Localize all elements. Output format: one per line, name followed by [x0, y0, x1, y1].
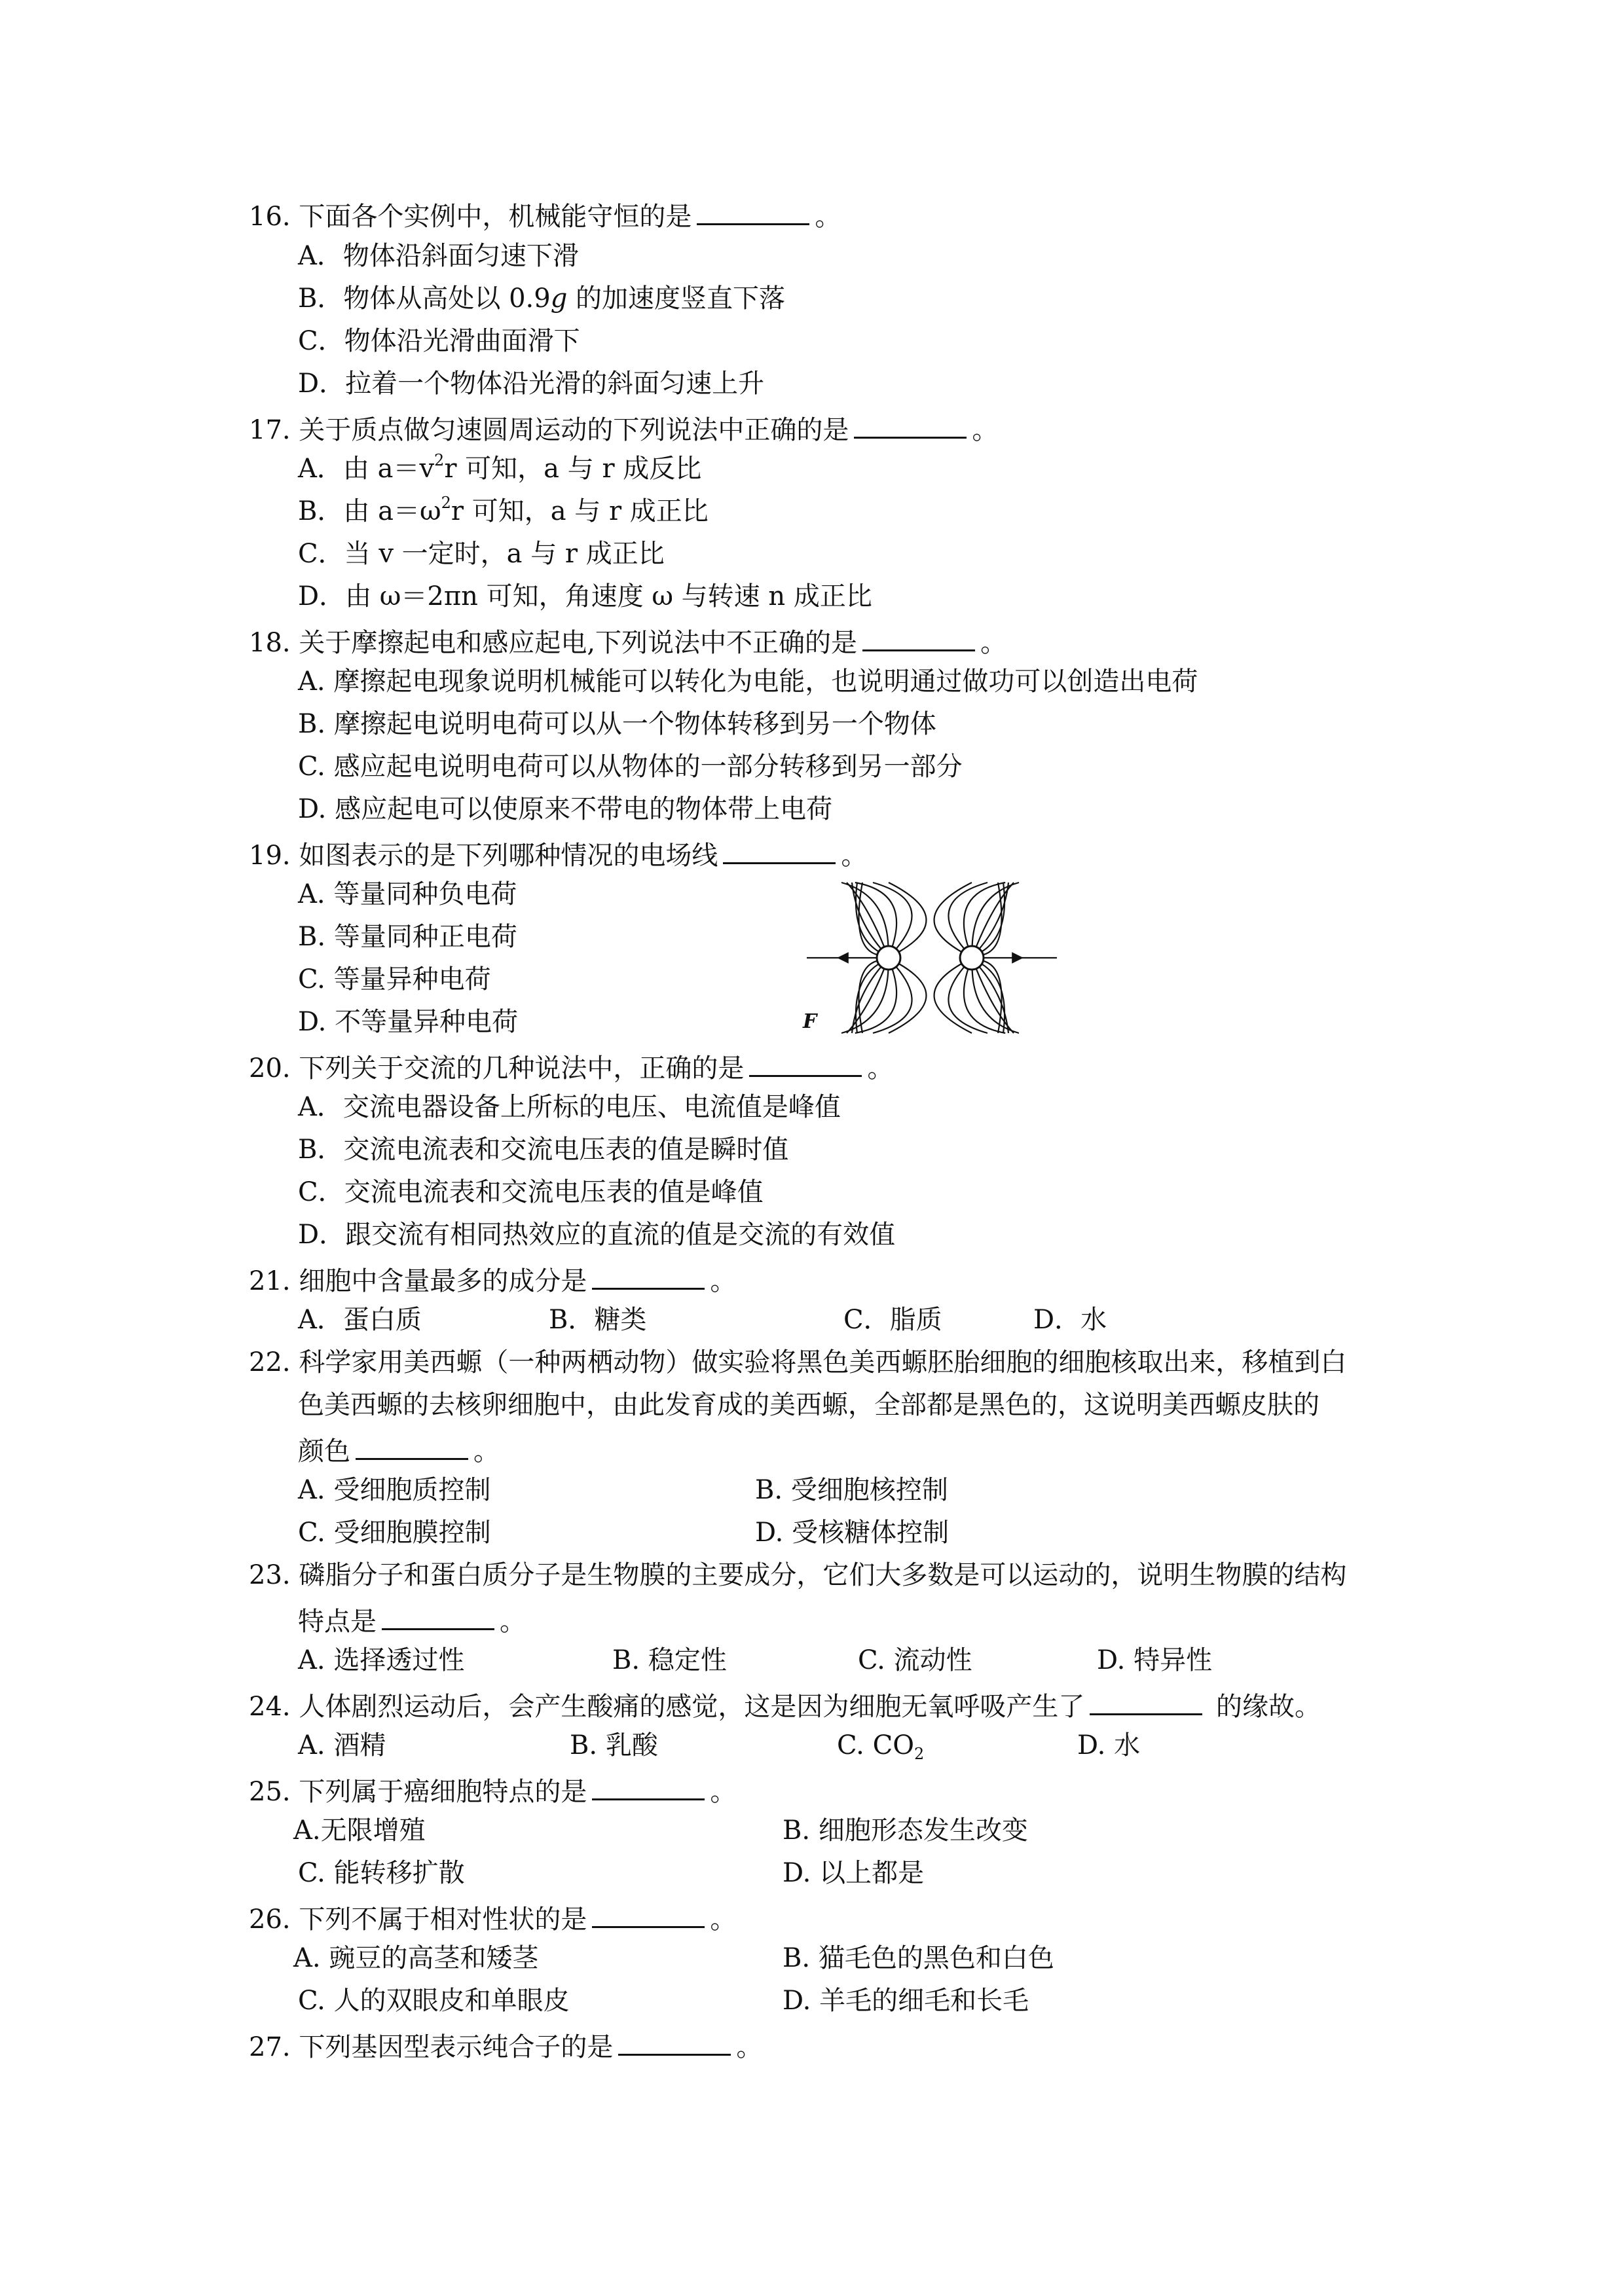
question-stem-cont: 颜色 。	[298, 1429, 500, 1466]
option-d: D. 特异性	[1097, 1645, 1213, 1675]
option-b: B. 乳酸	[570, 1730, 658, 1760]
question-17: 17. 关于质点做匀速圆周运动的下列说法中正确的是 。	[249, 408, 998, 445]
answer-blank[interactable]	[592, 1897, 705, 1928]
field-line	[976, 969, 1014, 1033]
question-27: 27. 下列基因型表示纯合子的是 。	[249, 2025, 762, 2062]
question-number: 25.	[249, 1777, 291, 1807]
option-d: D. 感应起电可以使原来不带电的物体带上电荷	[298, 794, 833, 824]
question-number: 19.	[249, 841, 291, 871]
option-a: A. 摩擦起电现象说明机械能可以转化为电能，也说明通过做功可以创造出电荷	[298, 666, 1198, 697]
option-a: A．物体沿斜面匀速下滑	[298, 241, 579, 271]
answer-blank[interactable]	[723, 833, 836, 864]
option-c: C. 等量异种电荷	[298, 964, 491, 994]
option-c: C．物体沿光滑曲面滑下	[298, 326, 580, 356]
question-stem: 下列不属于相对性状的是	[299, 1904, 587, 1935]
option-a: A．由 $a=v^2r$ 可知，a 与 r 成反比	[298, 451, 702, 484]
question-20: 20. 下列关于交流的几种说法中，正确的是 。	[249, 1046, 893, 1083]
option-a: A. 酒精	[298, 1730, 386, 1760]
question-stem: 科学家用美西螈（一种两栖动物）做实验将黑色美西螈胚胎细胞的细胞核取出来，移植到白	[299, 1347, 1347, 1377]
option-a: A．交流电器设备上所标的电压、电流值是峰值	[298, 1092, 841, 1122]
option-c: C. 人的双眼皮和单眼皮	[298, 1986, 570, 2016]
field-lines	[807, 883, 1057, 1033]
option-a: A.无限增殖	[293, 1815, 426, 1846]
question-number: 18.	[249, 628, 291, 658]
option-d: D．由 ω＝2πn 可知，角速度 ω 与转速 n 成正比	[298, 581, 872, 611]
question-number: 22.	[249, 1347, 291, 1377]
answer-blank[interactable]	[862, 621, 975, 651]
option-d: D．拉着一个物体沿光滑的斜面匀速上升	[298, 369, 765, 399]
option-b: B．交流电流表和交流电压表的值是瞬时值	[298, 1135, 789, 1165]
option-b: B．糖类	[549, 1305, 647, 1335]
question-stem: 人体剧烈运动后，会产生酸痛的感觉，这是因为细胞无氧呼吸产生了	[299, 1692, 1085, 1722]
option-a: A. 豌豆的高茎和矮茎	[293, 1943, 539, 1973]
answer-blank[interactable]	[854, 408, 967, 439]
question-number: 16.	[249, 202, 291, 232]
question-16: 16. 下面各个实例中，机械能守恒的是 。	[249, 194, 841, 231]
answer-blank[interactable]	[592, 1770, 705, 1800]
charge-right-icon	[960, 946, 984, 970]
option-a: A. 选择透过性	[298, 1645, 465, 1675]
option-c: C. 感应起电说明电荷可以从物体的一部分转移到另一部分	[298, 752, 963, 782]
question-26: 26. 下列不属于相对性状的是 。	[249, 1897, 736, 1934]
question-stem: 关于摩擦起电和感应起电,下列说法中不正确的是	[299, 628, 858, 658]
question-stem: 关于质点做匀速圆周运动的下列说法中正确的是	[299, 415, 849, 445]
question-stem: 细胞中含量最多的成分是	[299, 1266, 587, 1296]
option-b: B. 摩擦起电说明电荷可以从一个物体转移到另一个物体	[298, 709, 936, 739]
option-d: D. 受核糖体控制	[755, 1518, 950, 1548]
question-25: 25. 下列属于癌细胞特点的是 。	[249, 1770, 736, 1806]
charge-left-icon	[877, 946, 900, 970]
question-number: 23.	[249, 1560, 291, 1590]
option-c: C. 能转移扩散	[298, 1858, 465, 1888]
question-stem-cont: 特点是 。	[298, 1599, 526, 1636]
field-line	[847, 883, 884, 947]
option-a: A．蛋白质	[298, 1305, 422, 1335]
option-b: B．物体从高处以 0.9g 的加速度竖直下落	[298, 283, 786, 314]
option-a: A. 等量同种负电荷	[298, 879, 517, 909]
option-d: D. 羊毛的细毛和长毛	[783, 1986, 1029, 2016]
answer-blank[interactable]	[697, 194, 809, 225]
answer-blank[interactable]	[382, 1599, 494, 1630]
question-19: 19. 如图表示的是下列哪种情况的电场线 。	[249, 833, 867, 870]
electric-field-lines-figure	[800, 874, 1062, 1034]
question-stem: 磷脂分子和蛋白质分子是生物膜的主要成分，它们大多数是可以运动的，说明生物膜的结构	[299, 1560, 1347, 1590]
question-number: 17.	[249, 415, 291, 445]
question-number: 27.	[249, 2032, 291, 2062]
option-c: C. 流动性	[858, 1645, 972, 1675]
option-b: B. 等量同种正电荷	[298, 922, 517, 952]
question-22	[249, 1344, 1346, 1381]
question-stem: 如图表示的是下列哪种情况的电场线	[299, 841, 718, 871]
question-24: 24. 人体剧烈运动后，会产生酸痛的感觉，这是因为细胞无氧呼吸产生了 的缘故。	[249, 1685, 1321, 1721]
question-21: 21. 细胞中含量最多的成分是 。	[249, 1259, 736, 1296]
option-a: A. 受细胞质控制	[298, 1475, 491, 1505]
option-b: B．由 $a=\omega^2r$ 可知，a 与 r 成正比	[298, 494, 709, 526]
option-c: C. 受细胞膜控制	[298, 1518, 491, 1548]
field-line	[847, 969, 884, 1033]
option-c: C．交流电流表和交流电压表的值是峰值	[298, 1177, 764, 1207]
option-d: D. 以上都是	[783, 1858, 925, 1888]
question-stem-cont: 色美西螈的去核卵细胞中，由此发育成的美西螈，全部都是黑色的，这说明美西螈皮肤的	[298, 1390, 1320, 1420]
option-b: B. 猫毛色的黑色和白色	[783, 1943, 1054, 1973]
question-23	[249, 1557, 1346, 1594]
question-number: 26.	[249, 1904, 291, 1935]
question-stem: 下列关于交流的几种说法中，正确的是	[299, 1053, 745, 1084]
question-stem: 下列基因型表示纯合子的是	[299, 2032, 614, 2062]
answer-blank[interactable]	[749, 1046, 862, 1077]
option-c: C．脂质	[843, 1305, 942, 1335]
answer-blank[interactable]	[592, 1259, 705, 1290]
option-d: D. 水	[1077, 1730, 1141, 1760]
question-number: 20.	[249, 1053, 291, 1084]
question-number: 21.	[249, 1266, 291, 1296]
option-c: C. $CO_2$	[837, 1730, 925, 1763]
option-d: D．水	[1033, 1305, 1107, 1335]
answer-blank[interactable]	[356, 1429, 468, 1460]
option-b: B. 细胞形态发生改变	[783, 1815, 1028, 1846]
figure-label: F	[803, 1010, 817, 1033]
question-18: 18. 关于摩擦起电和感应起电,下列说法中不正确的是 。	[249, 621, 1006, 657]
field-line	[976, 883, 1014, 947]
answer-blank[interactable]	[618, 2025, 731, 2056]
question-stem: 下列属于癌细胞特点的是	[299, 1777, 587, 1807]
answer-blank[interactable]	[1090, 1685, 1202, 1715]
option-d: D．跟交流有相同热效应的直流的值是交流的有效值	[298, 1220, 896, 1250]
option-b: B. 受细胞核控制	[755, 1475, 948, 1505]
question-stem: 下面各个实例中，机械能守恒的是	[299, 202, 692, 232]
question-number: 24.	[249, 1692, 291, 1722]
option-c: C．当 v 一定时，a 与 r 成正比	[298, 539, 665, 569]
option-d: D. 不等量异种电荷	[298, 1007, 519, 1037]
option-b: B. 稳定性	[612, 1645, 727, 1675]
